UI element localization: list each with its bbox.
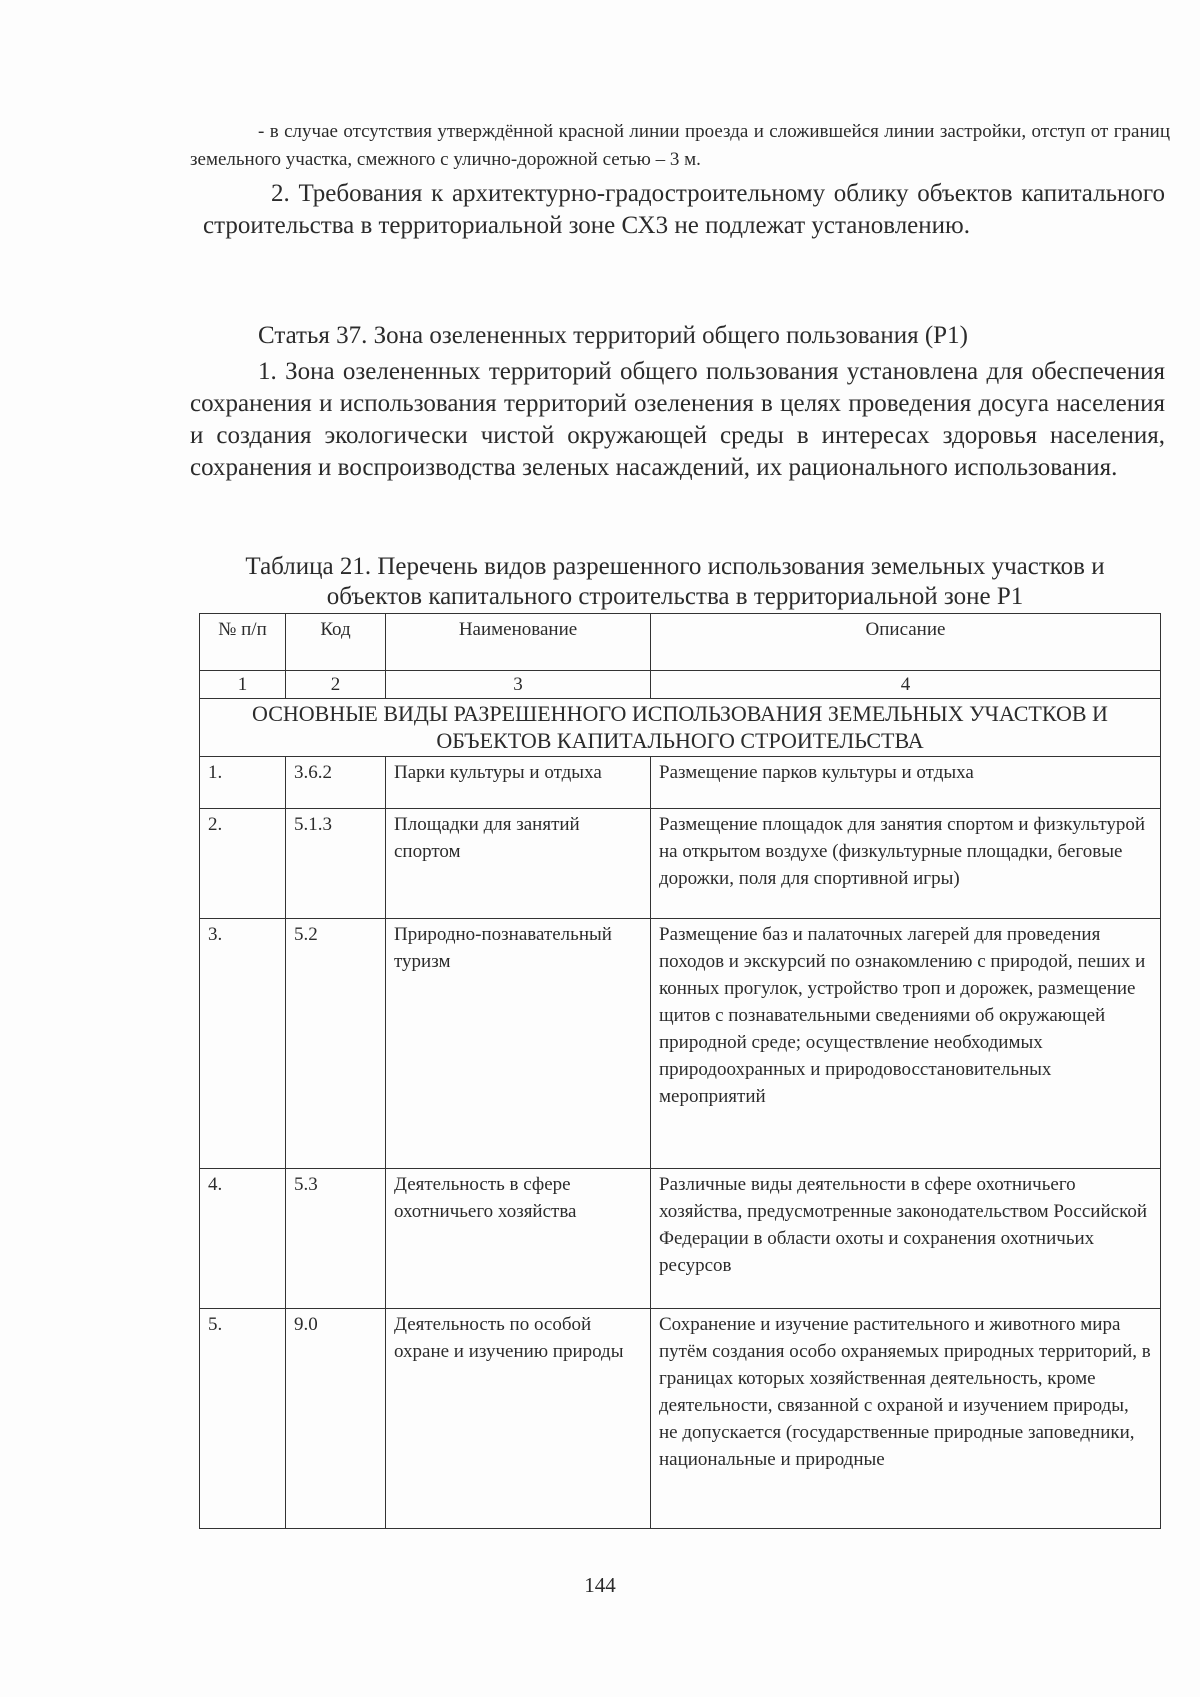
col-number: 2 <box>286 671 386 699</box>
row-description: Размещение баз и палаточных лагерей для проведения походов и экскурсий по ознакомлению с природой, пеших и конных прогулок, устройство троп и дорожек, размещение щитов с познавательными сведениями об окружающей природной среде; осуществление необходимых природоохранных и природовосстановительных мероприятий <box>651 919 1161 1169</box>
row-code: 3.6.2 <box>286 757 386 809</box>
row-description: Размещение парков культуры и отдыха <box>651 757 1161 809</box>
row-name: Парки культуры и отдыха <box>386 757 651 809</box>
table-row <box>200 757 1161 809</box>
table-row <box>200 1169 1161 1309</box>
header-name: Наименование <box>386 614 651 671</box>
col-number: 3 <box>386 671 651 699</box>
row-number: 1. <box>200 757 286 809</box>
row-name: Деятельность по особой охране и изучению природы <box>386 1309 651 1529</box>
header-code: Код <box>286 614 386 671</box>
architecture-requirements-paragraph: 2. Требования к архитектурно-градостроительному облику объектов капитального строительства в территориальной зоне СХ3 не подлежат установлению. <box>203 180 1165 239</box>
row-description: Различные виды деятельности в сфере охотничьего хозяйства, предусмотренные законодательством Российской Федерации в области охоты и сохранения охотничьих ресурсов <box>651 1169 1161 1309</box>
row-code: 5.1.3 <box>286 809 386 919</box>
setback-paragraph: - в случае отсутствия утверждённой красной линии проезда и сложившейся линии застройки, отступ от границ земельного участка, смежного с улично-дорожной сетью – 3 м. <box>190 121 1170 170</box>
row-code: 9.0 <box>286 1309 386 1529</box>
zone-purpose-paragraph: 1. Зона озелененных территорий общего пользования установлена для обеспечения сохранения и использования территорий озеленения в целях проведения досуга населения и создания экологически чистой окружающей среды в интересах здоровья населения, сохранения и воспроизводства зеленых насаждений, их рационального использования. <box>190 358 1165 481</box>
column-number-row <box>200 671 1161 699</box>
row-code: 5.2 <box>286 919 386 1169</box>
table-row <box>200 1309 1161 1529</box>
row-code: 5.3 <box>286 1169 386 1309</box>
section-row <box>200 699 1161 757</box>
row-number: 3. <box>200 919 286 1169</box>
page-number: 144 <box>584 1573 616 1597</box>
row-name: Природно-познавательный туризм <box>386 919 651 1169</box>
section-title: ОСНОВНЫЕ ВИДЫ РАЗРЕШЕННОГО ИСПОЛЬЗОВАНИЯ ЗЕМЕЛЬНЫХ УЧАСТКОВ И ОБЪЕКТОВ КАПИТАЛЬНОГО СТРОИТЕЛЬСТВА <box>200 699 1161 757</box>
table-row <box>200 809 1161 919</box>
row-description: Сохранение и изучение растительного и животного мира путём создания особо охраняемых природных территорий, в границах которых хозяйственная деятельность, кроме деятельности, связанной с охраной и изучением природы, не допускается (государственные природные заповедники, национальные и природные <box>651 1309 1161 1529</box>
table-caption: Таблица 21. Перечень видов разрешенного использования земельных участков и объектов капитального строительства в территориальной зоне Р1 <box>245 553 1105 610</box>
header-description: Описание <box>651 614 1161 671</box>
row-name: Деятельность в сфере охотничьего хозяйства <box>386 1169 651 1309</box>
header-number: № п/п <box>200 614 286 671</box>
col-number: 1 <box>200 671 286 699</box>
row-number: 5. <box>200 1309 286 1529</box>
article-heading: Статья 37. Зона озелененных территорий общего пользования (Р1) <box>258 322 968 349</box>
row-number: 2. <box>200 809 286 919</box>
row-description: Размещение площадок для занятия спортом и физкультурой на открытом воздухе (физкультурные площадки, беговые дорожки, поля для спортивной игры) <box>651 809 1161 919</box>
table-header-row <box>200 614 1161 671</box>
permitted-use-table <box>199 613 1161 1529</box>
row-number: 4. <box>200 1169 286 1309</box>
row-name: Площадки для занятий спортом <box>386 809 651 919</box>
col-number: 4 <box>651 671 1161 699</box>
table-row <box>200 919 1161 1169</box>
